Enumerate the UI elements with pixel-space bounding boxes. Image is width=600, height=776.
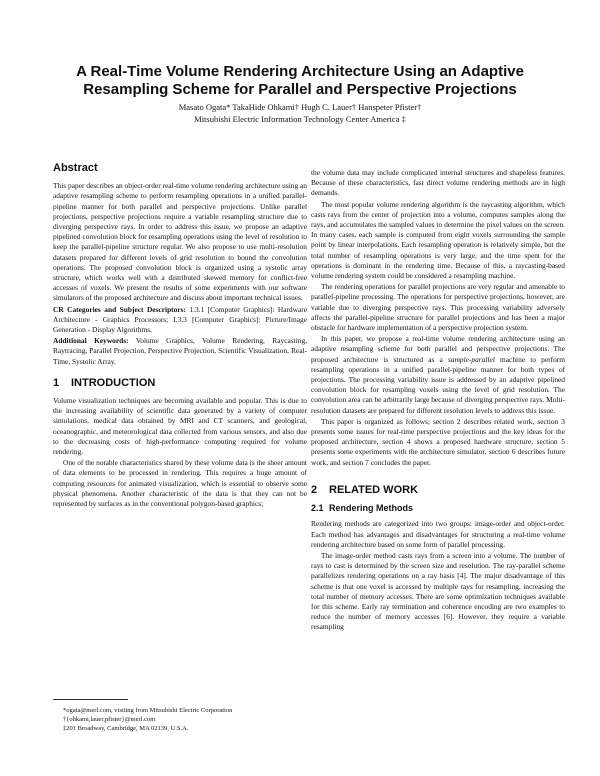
paper-title-line-2: Resampling Scheme for Parallel and Perspective Projections [83,81,517,98]
intro-paragraph-1: Volume visualization techniques are becoming available and popular. This is due to the increasing availability of scientific data generated by a variety of computer simulations, medical data obtained by MRI and CT scanners, and geological, oceanographic, and meteorological data collected from various sensors, and also due to the decreasing costs of high-performance computing required for volume rendering. [53,396,307,457]
related-paragraph-1: Rendering methods are categorized into two groups: image-order and object-order. Each method has advantages and disadvantages for structuring a real-time volume rendering architecture based on some form of parallel processing. [311,519,565,549]
intro-title: INTRODUCTION [71,376,156,389]
subsection-title: Rendering Methods [329,503,414,514]
right-paragraph-2: The most popular volume rendering algorithm is the raycasting algorithm, which casts rays from the center of projection into a volume, computes samples along the rays, and accumulates the sampled values to determine the pixel values on the screen. In many cases, each sample is computed from eight voxels surrounding the sample point by linear interpolations. Each resampling operation is relatively simple, but the total number of resampling operations is very large, and the time spent for the operations is dominant in the rendering time. Because of this, a raycasting-based volume rendering system could be considered a resampling machine. [311,199,565,281]
keywords-text: Volume Graphics, Volume Rendering, Raycasting, Raytracing, Parallel Projection, Perspective Projection, Scientific Visualization, Real-Time, Systolic Array. [53,336,307,366]
affiliation: Mitsubishi Electric Information Technology Center America ‡ [194,114,406,124]
footnote-3: ‡201 Broadway, Cambridge, MA 02139, U.S.A. [63,725,189,732]
keywords-label: Additional Keywords: [53,336,129,346]
cr-categories-text: 1.3.1 [Computer Graphics]: Hardware Architecture - Graphics Processors; I.3.3 [Computer Graphics]: Picture/Image Generation - Display Algorithms. [53,304,307,335]
cr-categories-label: CR Categories and Subject Descriptors: [53,304,186,314]
related-heading [311,485,565,495]
subsection-number: 2.1 [311,503,324,514]
author-list: Masato Ogata* TakaHide Ohkami† Hugh C. Lauer† Hanspeter Pfister† [178,102,422,112]
footnote-2: †{ohkami,lauer,pfister}@merl.com [63,716,156,723]
footnote-1: *ogata@merl.com, visiting from Mitsubishi Electric Corporation [63,707,233,714]
right-paragraph-4b: machine to perform resampling operations in a unified parallel-pipeline manner for both types of projections. The processing variability issue is addressed by an adaptive pipelined convolution block for resampling voxels using the level of grid resolution. The convolution area can be arbitrarily large because of diverging perspective rays. Multi-resolution datasets are prepared for different resolution levels to address this issue. [311,354,565,415]
paper-title-line-1: A Real-Time Volume Rendering Architecture Using an Adaptive [76,63,524,80]
left-column [53,163,307,510]
right-paragraph-1: the volume data may include complicated internal structures and shapeless features. Because of these characteristics, fast direct volume rendering methods are in high demands. [311,168,565,198]
right-paragraph-3: The rendering operations for parallel projections are very regular and amenable to parallel-pipeline processing. The operations for perspective projections, however, are variable due to diverging perspective rays. This processing variability adversely affects the parallel-pipeline structure for parallel projections and has been a major obstacle for hardware implementation of a perspective projection system. [311,282,565,333]
abstract-body: This paper describes an object-order real-time volume rendering architecture using an adaptive resampling scheme to perform resampling operations in a unified parallel-pipeline manner for both parallel and perspective projections. Unlike parallel projections, perspective projections require a variable resampling structure due to diverging perspective rays. In order to address this issue, we propose an adaptive pipelined convolution block for resampling operations using the level of resolution to keep the parallel-pipeline structure regular. We also propose to use multi-resolution datasets prepared for different levels of grid resolution to bound the convolution operations. The proposed convolution block is organized using a systolic array structure, which works well with a distributed skewed memory for conflict-free accesses of voxels. We present the results of some experiments with our software simulators of the proposed architecture and discuss about important technical issues. [53,181,307,303]
intro-heading [53,378,307,388]
right-column [311,168,565,634]
related-number: 2 [311,483,318,496]
keywords [53,336,307,367]
right-paragraph-4a: In this paper, we propose a real-time volume rendering architecture using an adaptive resampling scheme for both parallel and perspective projections. The proposed architecture is structured as a [311,334,565,364]
intro-number: 1 [53,376,60,389]
intro-paragraph-2: One of the notable characteristics shared by these volume data is the sheer amount of data elements to be processed in rendering. This requires a huge amount of computing resources for animated visualization, which is essential to observe some physical phenomena. Another characteristic of the data is that they can not be represented by surfaces as in the conventional polygon-based graphics; [53,458,307,509]
right-paragraph-4 [311,334,565,416]
related-paragraph-2: The image-order method casts rays from a screen into a volume. The number of rays to cast is determined by the screen size and resolution. The ray-parallel scheme parallelizes rendering operations on a ray basis [4]. The major disadvantage of this scheme is that one voxel is accessed by multiple rays for resampling, increasing the total number of memory accesses. There are some optimization techniques available for this scheme. Early ray termination and coherence encoding are two examples to reduce the number of memory accesses [6]. However, they require a variable resampling [311,550,565,632]
right-paragraph-5: This paper is organized as follows; section 2 describes related work, section 3 presents some issues for real-time perspective projections and the key ideas for the proposed architecture, section 4 shows a proposed hardware structure, section 5 presents some experiments with the architecture simulator, section 6 describes future work, and section 7 concludes the paper. [311,416,565,467]
footnote-rule [53,699,128,700]
related-title: RELATED WORK [329,483,419,496]
abstract-heading: Abstract [53,162,98,174]
cr-categories [53,305,307,336]
rendering-methods-heading [311,503,565,513]
sample-parallel-term: sample-parallel [448,354,495,364]
footnotes [53,706,307,733]
